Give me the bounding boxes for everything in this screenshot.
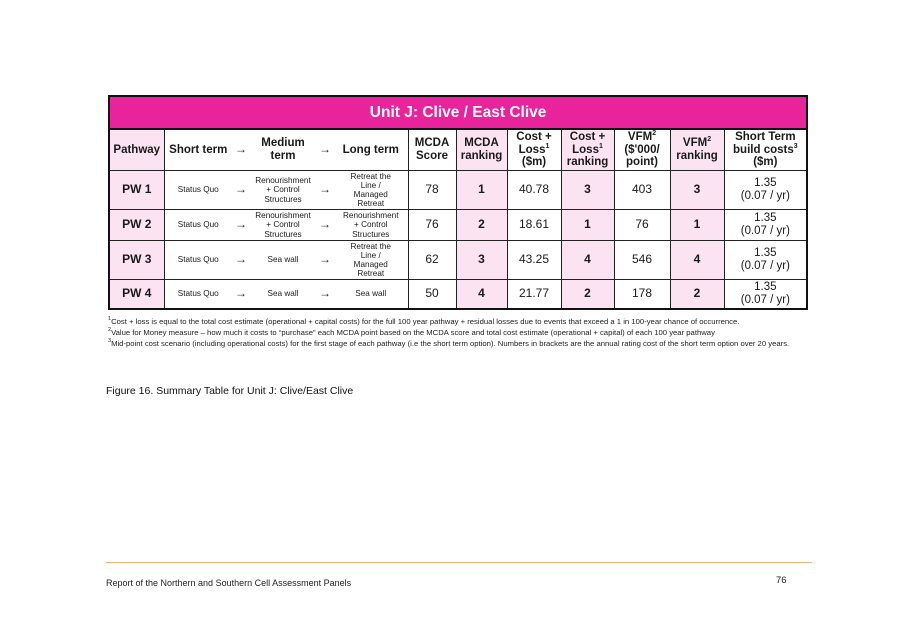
arrow-icon: → bbox=[232, 129, 250, 171]
table-title: Unit J: Clive / East Clive bbox=[109, 96, 807, 129]
header-medium-term: Medium term bbox=[250, 129, 316, 171]
arrow-icon: → bbox=[316, 280, 334, 310]
summary-table-container bbox=[108, 95, 806, 310]
header-cost-loss-ranking: Cost + Loss$^1$ ranking bbox=[561, 129, 614, 171]
page-number: 76 bbox=[776, 575, 787, 586]
vfm-ranking-cell: 3 bbox=[670, 171, 724, 210]
cost-loss-ranking-cell: 4 bbox=[561, 241, 614, 280]
header-mcda-score: MCDA Score bbox=[408, 129, 456, 171]
header-mcda-ranking: MCDA ranking bbox=[456, 129, 507, 171]
footnote: $^2$Value for Money measure – how much it costs to “purchase” each MCDA point based on the MCDA score and total cost estimate (operational + capital) of each 100 year pathway bbox=[108, 327, 715, 338]
summary-table bbox=[108, 95, 808, 310]
build-cost-cell: 1.35 (0.07 / yr) bbox=[724, 280, 807, 310]
header-vfm: VFM$^2$ ($'000/ point) bbox=[614, 129, 670, 171]
vfm-cell: 178 bbox=[614, 280, 670, 310]
mcda-score-cell: 76 bbox=[408, 210, 456, 241]
arrow-icon: → bbox=[232, 210, 250, 241]
mcda-ranking-cell: 1 bbox=[456, 171, 507, 210]
cost-loss-cell: 40.78 bbox=[507, 171, 561, 210]
long-term-cell: Sea wall bbox=[334, 280, 408, 310]
short-term-cell: Status Quo bbox=[164, 241, 232, 280]
table-row bbox=[109, 171, 807, 210]
mcda-score-cell: 78 bbox=[408, 171, 456, 210]
mcda-score-cell: 50 bbox=[408, 280, 456, 310]
mcda-ranking-cell: 2 bbox=[456, 210, 507, 241]
arrow-icon: → bbox=[232, 241, 250, 280]
short-term-cell: Status Quo bbox=[164, 171, 232, 210]
long-term-cell: Retreat the Line / Managed Retreat bbox=[334, 171, 408, 210]
pathway-label: PW 4 bbox=[109, 280, 164, 310]
header-vfm-ranking: VFM$^2$ ranking bbox=[670, 129, 724, 171]
vfm-cell: 546 bbox=[614, 241, 670, 280]
vfm-ranking-cell: 4 bbox=[670, 241, 724, 280]
footnote: $^1$Cost + loss is equal to the total cost estimate (operational + capital costs) for the full 100 year pathway + residual losses due to events that exceed a 1 in 100-year chance of occurrence. bbox=[108, 316, 740, 326]
medium-term-cell: Sea wall bbox=[250, 280, 316, 310]
mcda-score-cell: 62 bbox=[408, 241, 456, 280]
cost-loss-ranking-cell: 2 bbox=[561, 280, 614, 310]
pathway-label: PW 1 bbox=[109, 171, 164, 210]
vfm-ranking-cell: 2 bbox=[670, 280, 724, 310]
build-cost-cell: 1.35 (0.07 / yr) bbox=[724, 210, 807, 241]
vfm-cell: 403 bbox=[614, 171, 670, 210]
figure-caption: Figure 16. Summary Table for Unit J: Clive/East Clive bbox=[106, 385, 354, 397]
vfm-cell: 76 bbox=[614, 210, 670, 241]
cost-loss-cell: 43.25 bbox=[507, 241, 561, 280]
short-term-cell: Status Quo bbox=[164, 210, 232, 241]
cost-loss-ranking-cell: 1 bbox=[561, 210, 614, 241]
medium-term-cell: Sea wall bbox=[250, 241, 316, 280]
header-cost-loss: Cost + Loss$^1$ ($m) bbox=[507, 129, 561, 171]
mcda-ranking-cell: 3 bbox=[456, 241, 507, 280]
table-footnotes bbox=[108, 316, 808, 349]
short-term-cell: Status Quo bbox=[164, 280, 232, 310]
table-header-row bbox=[109, 129, 807, 171]
medium-term-cell: Renourishment + Control Structures bbox=[250, 171, 316, 210]
header-long-term: Long term bbox=[334, 129, 408, 171]
arrow-icon: → bbox=[316, 129, 334, 171]
table-row bbox=[109, 280, 807, 310]
medium-term-cell: Renourishment + Control Structures bbox=[250, 210, 316, 241]
header-short-term: Short term bbox=[164, 129, 232, 171]
header-pathway: Pathway bbox=[109, 129, 164, 171]
cost-loss-cell: 18.61 bbox=[507, 210, 561, 241]
arrow-icon: → bbox=[316, 210, 334, 241]
footer-divider bbox=[106, 562, 812, 563]
arrow-icon: → bbox=[316, 171, 334, 210]
vfm-ranking-cell: 1 bbox=[670, 210, 724, 241]
build-cost-cell: 1.35 (0.07 / yr) bbox=[724, 241, 807, 280]
header-build-costs: Short Term build costs$^3$ ($m) bbox=[724, 129, 807, 171]
long-term-cell: Retreat the Line / Managed Retreat bbox=[334, 241, 408, 280]
cost-loss-ranking-cell: 3 bbox=[561, 171, 614, 210]
mcda-ranking-cell: 4 bbox=[456, 280, 507, 310]
pathway-label: PW 3 bbox=[109, 241, 164, 280]
arrow-icon: → bbox=[232, 171, 250, 210]
arrow-icon: → bbox=[316, 241, 334, 280]
build-cost-cell: 1.35 (0.07 / yr) bbox=[724, 171, 807, 210]
table-row bbox=[109, 210, 807, 241]
pathway-label: PW 2 bbox=[109, 210, 164, 241]
table-row bbox=[109, 241, 807, 280]
footer-report-title: Report of the Northern and Southern Cell Assessment Panels bbox=[106, 578, 352, 588]
long-term-cell: Renourishment + Control Structures bbox=[334, 210, 408, 241]
arrow-icon: → bbox=[232, 280, 250, 310]
cost-loss-cell: 21.77 bbox=[507, 280, 561, 310]
footnote: $^3$Mid-point cost scenario (including operational costs) for the first stage of each pathway (i.e the short term option). Numbers in brackets are the annual rating cost of the short term option over 20 years. bbox=[108, 338, 790, 349]
